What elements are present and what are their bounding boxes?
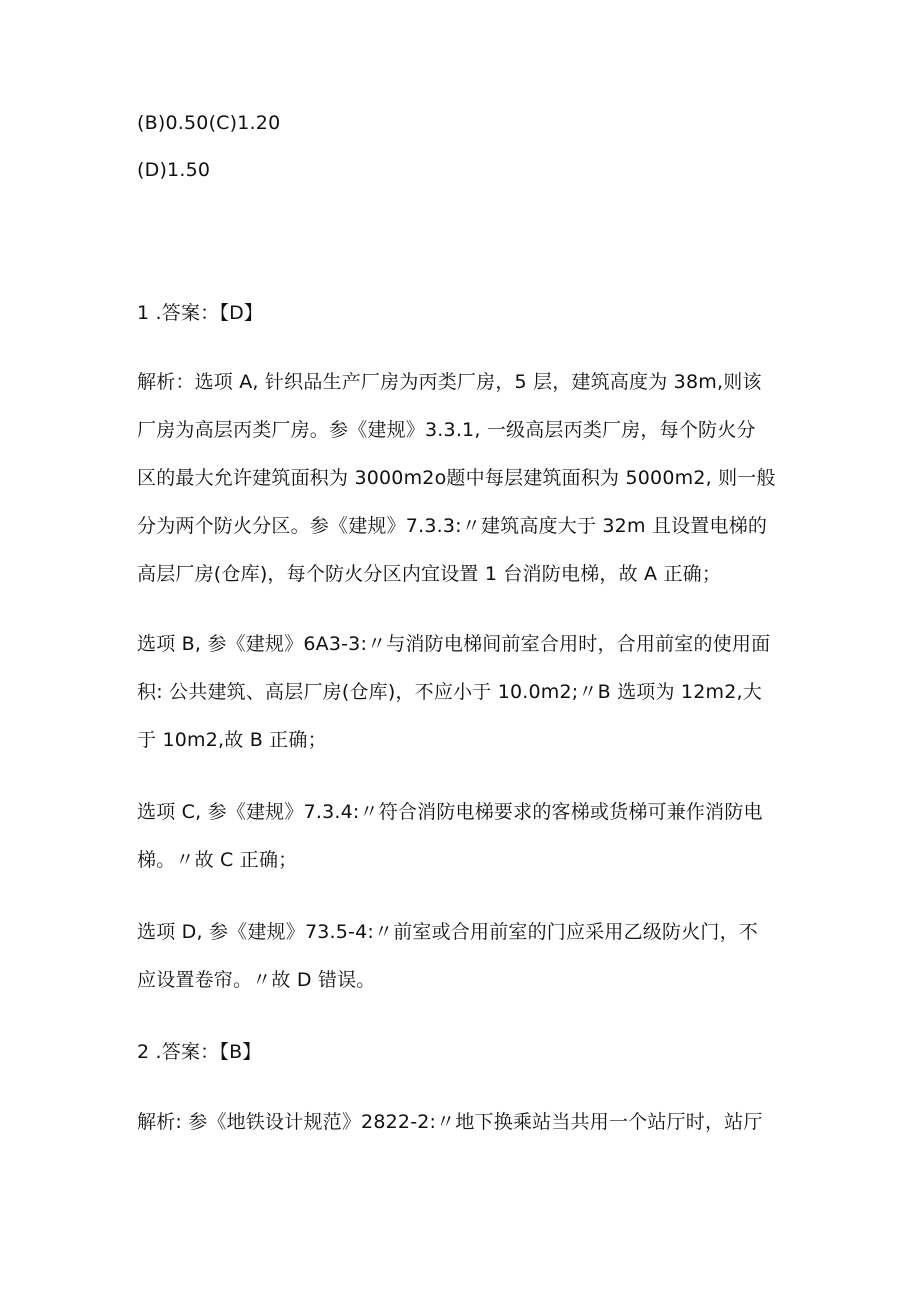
option-c-analysis-line: 选项 C, 参《建规》7.3.4:〃符合消防电梯要求的客梯或货梯可兼作消防电 (137, 801, 763, 823)
answer-2-heading: 2 .答案：【B】 (137, 1041, 262, 1063)
answer-2-analysis-line: 解析: 参《地铁设计规范》2822-2:〃地下换乘站当共用一个站厅时，站厅 (137, 1111, 763, 1133)
option-b-analysis-line: 选项 B, 参《建规》6A3-3:〃与消防电梯间前室合用时，合用前室的使用面 (137, 633, 771, 655)
option-b-analysis-line: 于 10m2,故 B 正确； (137, 729, 327, 751)
option-c-analysis-line: 梯。〃故 C 正确； (137, 849, 298, 871)
answer-1-analysis-line: 解析：选项 A, 针织品生产厂房为丙类厂房，5 层，建筑高度为 38m,则该 (137, 371, 762, 393)
option-b-analysis-line: 积: 公共建筑、高层厂房(仓库)，不应小于 10.0m2;〃B 选项为 12m2,大 (137, 681, 762, 703)
answer-1-analysis-line: 分为两个防火分区。参《建规》7.3.3:〃建筑高度大于 32m 且设置电梯的 (137, 515, 768, 537)
answer-1-heading: 1 .答案：【D】 (137, 302, 264, 324)
option-b-c: (B)0.50(C)1.20 (137, 112, 281, 134)
option-d: (D)1.50 (137, 159, 211, 181)
answer-1-analysis-line: 区的最大允许建筑面积为 3000m2o题中每层建筑面积为 5000m2, 则一般 (137, 467, 776, 489)
option-d-analysis-line: 应设置卷帘。〃故 D 错误。 (137, 969, 376, 991)
answer-1-analysis-line: 高层厂房(仓库)，每个防火分区内宜设置 1 台消防电梯，故 A 正确； (137, 563, 722, 585)
answer-1-analysis-line: 厂房为高层丙类厂房。参《建规》3.3.1, 一级高层丙类厂房，每个防火分 (137, 419, 756, 441)
option-d-analysis-line: 选项 D, 参《建规》73.5-4:〃前室或合用前室的门应采用乙级防火门，不 (137, 921, 759, 943)
